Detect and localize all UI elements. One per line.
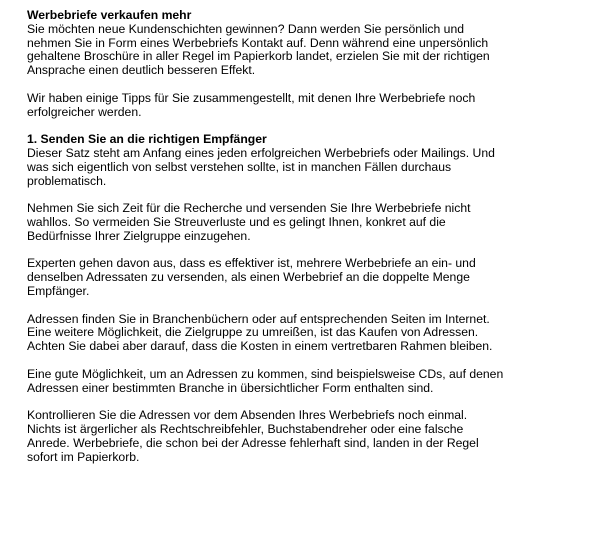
- intro-block: [27, 9, 587, 78]
- paragraph-line: Nichts ist ärgerlicher als Rechtschreibfehler, Buchstabendreher oder eine falsche: [27, 421, 464, 436]
- section-1-paragraph-5: [27, 368, 587, 396]
- section-1-paragraph-3: [27, 257, 587, 298]
- paragraph-line: Dieser Satz steht am Anfang eines jeden erfolgreichen Werbebriefs oder Mailings. Und: [27, 145, 495, 160]
- paragraph-line: was sich eigentlich von selbst verstehen sollte, ist in manchen Fällen durchaus: [27, 159, 452, 174]
- paragraph-line: Empfänger.: [27, 283, 90, 298]
- paragraph-line: erfolgreicher werden.: [27, 104, 142, 119]
- paragraph-line: Eine gute Möglichkeit, um an Adressen zu kommen, sind beispielsweise CDs, auf denen: [27, 366, 504, 381]
- paragraph-line: Experten gehen davon aus, dass es effektiver ist, mehrere Werbebriefe an ein- und: [27, 256, 476, 271]
- paragraph-line: Adressen finden Sie in Branchenbüchern oder auf entsprechenden Seiten im Internet.: [27, 311, 490, 326]
- intro-line: nehmen Sie in Form eines Werbebriefs Kontakt auf. Denn während eine unpersönlich: [27, 35, 489, 50]
- paragraph-line: Wir haben einige Tipps für Sie zusammengestellt, mit denen Ihre Werbebriefe noch: [27, 90, 476, 105]
- paragraph-line: Achten Sie dabei aber darauf, dass die Kosten in einem vertretbaren Rahmen bleiben.: [27, 339, 493, 354]
- section-1-paragraph-4: [27, 313, 587, 354]
- paragraph-line: Kontrollieren Sie die Adressen vor dem Absenden Ihres Werbebriefs noch einmal.: [27, 408, 468, 423]
- paragraph-line: Nehmen Sie sich Zeit für die Recherche und versenden Sie Ihre Werbebriefe nicht: [27, 201, 471, 216]
- section-heading: 1. Senden Sie an die richtigen Empfänger: [27, 132, 267, 147]
- section-1-block: [27, 133, 587, 188]
- paragraph-line: sofort im Papierkorb.: [27, 449, 140, 464]
- paragraph-line: denselben Adressaten zu versenden, als einen Werbebrief an die doppelte Menge: [27, 270, 470, 285]
- paragraph-line: Eine weitere Möglichkeit, die Zielgruppe zu umreißen, ist das Kaufen von Adressen.: [27, 325, 479, 340]
- intro-line: Sie möchten neue Kundenschichten gewinnen? Dann werden Sie persönlich und: [27, 21, 465, 36]
- section-1-paragraph-2: [27, 202, 587, 243]
- document-title: Werbebriefe verkaufen mehr: [27, 8, 192, 22]
- intro-line: gehaltene Broschüre in aller Regel im Papierkorb landet, erzielen Sie mit der richtigen: [27, 49, 490, 64]
- paragraph-line: wahllos. So vermeiden Sie Streuverluste und es gelingt Ihnen, konkret auf die: [27, 214, 446, 229]
- document-body: [27, 9, 587, 478]
- paragraph-line: Adressen einer bestimmten Branche in übersichtlicher Form enthalten sind.: [27, 380, 434, 395]
- paragraph-line: problematisch.: [27, 173, 107, 188]
- intro-line: Ansprache einen deutlich besseren Effekt.: [27, 63, 256, 78]
- section-1-paragraph-6: [27, 409, 587, 464]
- intro-paragraph-2: [27, 92, 587, 120]
- paragraph-line: Bedürfnisse Ihrer Zielgruppe einzugehen.: [27, 228, 251, 243]
- paragraph-line: Anrede. Werbebriefe, die schon bei der Adresse fehlerhaft sind, landen in der Regel: [27, 435, 479, 450]
